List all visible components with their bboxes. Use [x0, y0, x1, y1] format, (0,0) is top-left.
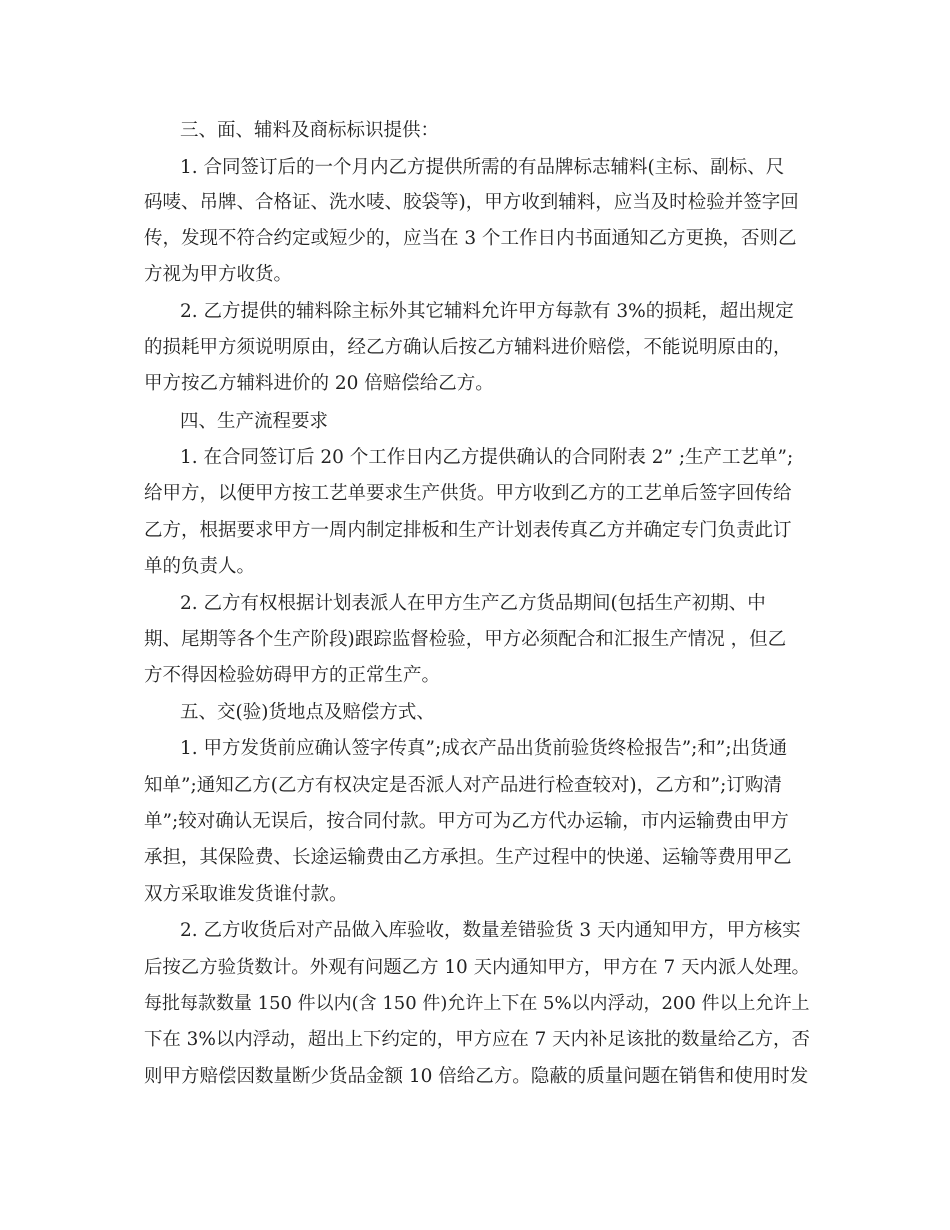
clause-3-1-line: 传，发现不符合约定或短少的，应当在 3 个工作日内书面通知乙方更换，否则乙 [144, 228, 797, 249]
section-heading-materials: 三、面、辅料及商标标识提供： [180, 120, 440, 141]
clause-3-1-line: 码唛、吊牌、合格证、洗水唛、胶袋等)，甲方收到辅料，应当及时检验并签字回 [144, 192, 799, 213]
clause-5-1-line: 1. 甲方发货前应确认签字传真”;成衣产品出货前验货终检报告”;和”;出货通 [180, 738, 788, 759]
clause-4-1-line: 乙方，根据要求甲方一周内制定排板和生产计划表传真乙方并确定专门负责此订 [144, 520, 792, 541]
clause-4-1-line: 1. 在合同签订后 20 个工作日内乙方提供确认的合同附表 2” ;生产工艺单”; [180, 447, 794, 468]
clause-3-2-line: 2. 乙方提供的辅料除主标外其它辅料允许甲方每款有 3%的损耗，超出规定 [180, 301, 794, 322]
clause-5-2-line: 2. 乙方收货后对产品做入库验收，数量差错验货 3 天内通知甲方，甲方核实 [180, 920, 801, 941]
clause-5-1-line: 知单”;通知乙方(乙方有权决定是否派人对产品进行检查较对)，乙方和”;订购清 [144, 775, 782, 796]
section-heading-production: 四、生产流程要求 [180, 411, 329, 432]
clause-5-2-line: 后按乙方验货数计。外观有问题乙方 10 天内通知甲方，甲方在 7 天内派人处理。 [144, 957, 810, 978]
clause-4-1-line: 给甲方，以便甲方按工艺单要求生产供货。甲方收到乙方的工艺单后签字回传给 [144, 483, 792, 504]
clause-3-1-line: 1. 合同签订后的一个月内乙方提供所需的有品牌标志辅料(主标、副标、尺 [180, 157, 785, 178]
clause-5-2-line: 下在 3%以内浮动，超出上下约定的，甲方应在 7 天内补足该批的数量给乙方，否 [144, 1029, 810, 1050]
clause-5-2-line: 每批每款数量 150 件以内(含 150 件)允许上下在 5%以内浮动，200 件以上允许上 [144, 993, 810, 1014]
clause-5-1-line: 单”;较对确认无误后，按合同付款。甲方可为乙方代办运输，市内运输费由甲方 [144, 811, 789, 832]
section-heading-delivery: 五、交(验)货地点及赔偿方式、 [180, 702, 435, 723]
clause-5-2-line: 则甲方赔偿因数量断少货品金额 10 倍给乙方。隐蔽的质量问题在销售和使用时发 [144, 1066, 809, 1087]
clause-3-2-line: 的损耗甲方须说明原由，经乙方确认后按乙方辅料进价赔偿，不能说明原由的， [144, 337, 792, 358]
clause-4-2-line: 方不得因检验妨碍甲方的正常生产。 [144, 665, 441, 686]
clause-5-1-line: 双方采取谁发货谁付款。 [144, 884, 348, 905]
clause-4-2-line: 期、尾期等各个生产阶段)跟踪监督检验，甲方必须配合和汇报生产情况 ，但乙 [144, 629, 787, 650]
clause-5-1-line: 承担，其保险费、长途运输费由乙方承担。生产过程中的快递、运输等费用甲乙 [144, 847, 792, 868]
clause-3-1-line: 方视为甲方收货。 [144, 264, 293, 285]
clause-3-2-line: 甲方按乙方辅料进价的 20 倍赔偿给乙方。 [144, 373, 494, 394]
clause-4-2-line: 2. 乙方有权根据计划表派人在甲方生产乙方货品期间(包括生产初期、中 [180, 593, 766, 614]
clause-4-1-line: 单的负责人。 [144, 556, 256, 577]
